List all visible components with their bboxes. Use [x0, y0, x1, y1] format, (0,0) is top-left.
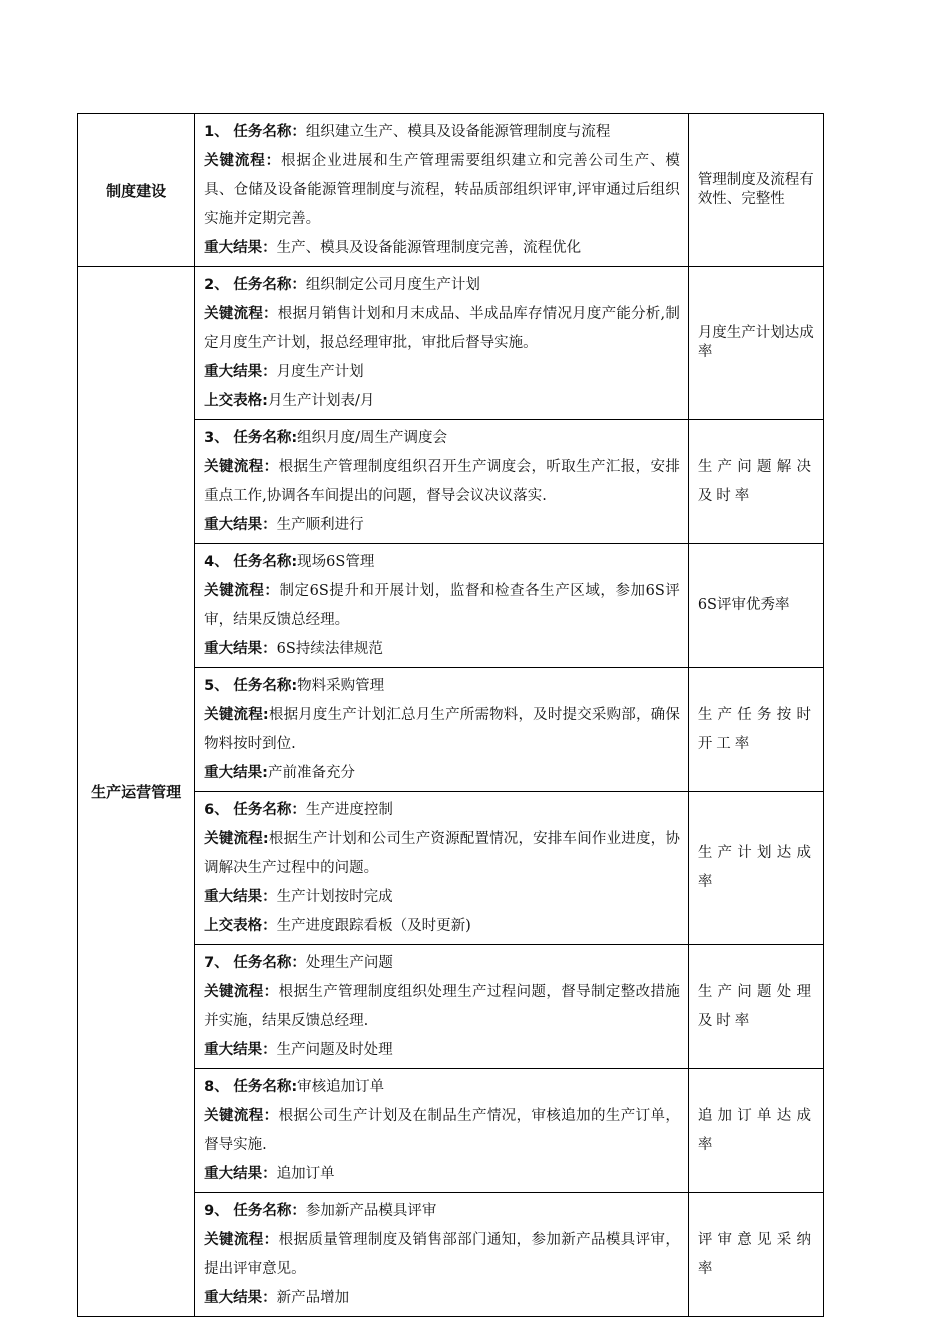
task-name: 组织建立生产、模具及设备能源管理制度与流程 [305, 124, 611, 140]
process-text: 根据月销售计划和月末成品、半成品库存情况月度产能分析,制定月度生产计划，报总经理审批，审批后督导实施。 [204, 306, 680, 351]
process-label: 关键流程 [204, 583, 265, 599]
result-label: 重大结果 [204, 1042, 263, 1058]
task-name-label: 任务名称 [233, 955, 292, 971]
kpi-cell: 管理制度及流程有效性、完整性 [688, 114, 823, 267]
result-text: 6S持续法律规范 [276, 641, 383, 657]
task-name: 参加新产品模具评审 [305, 1203, 437, 1219]
task-cell: 4、 任务名称:现场6S管理 关键流程：制定6S提升和开展计划，监督和检查各生产区域，参加6S评审，结果反馈总经理。 重大结果：6S持续法律规范 [195, 544, 689, 668]
result-label: 重大结果 [204, 240, 263, 256]
result-label: 重大结果 [204, 889, 263, 905]
task-name-label: 任务名称 [233, 1079, 292, 1095]
task-cell: 2、 任务名称：组织制定公司月度生产计划 关键流程：根据月销售计划和月末成品、半成品库存情况月度产能分析,制定月度生产计划，报总经理审批，审批后督导实施。 重大结果：月度生产计划 上交表格:月生产计划表/月 [195, 267, 689, 420]
result-label: 重大结果 [204, 765, 263, 781]
task-number: 3、 [204, 430, 229, 446]
table-row [78, 114, 824, 267]
form-label: 上交表格 [204, 918, 263, 934]
process-text: 根据质量管理制度及销售部部门通知，参加新产品模具评审，提出评审意见。 [204, 1232, 680, 1277]
task-cell: 1、 任务名称：组织建立生产、模具及设备能源管理制度与流程 关键流程：根据企业进展和生产管理需要组织建立和完善公司生产、模具、仓储及设备能源管理制度与流程，转品质部组织评审,评审通过后组织实施并定期完善。 重大结果：生产、模具及设备能源管理制度完善，流程优化 [195, 114, 689, 267]
task-number: 5、 [204, 678, 229, 694]
category-cell: 制度建设 [78, 114, 195, 267]
task-name-label: 任务名称 [233, 124, 292, 140]
responsibility-table [77, 113, 824, 1317]
task-name: 生产进度控制 [305, 802, 393, 818]
result-text: 生产问题及时处理 [276, 1042, 393, 1058]
table-row [78, 267, 824, 420]
result-label: 重大结果 [204, 641, 263, 657]
kpi-cell: 生产问题处理及时率 [688, 945, 823, 1069]
task-name-label: 任务名称 [233, 1203, 292, 1219]
result-text: 新产品增加 [276, 1290, 350, 1306]
task-cell: 9、 任务名称：参加新产品模具评审 关键流程：根据质量管理制度及销售部部门通知，参加新产品模具评审，提出评审意见。 重大结果：新产品增加 [195, 1193, 689, 1317]
process-text: 制定6S提升和开展计划，监督和检查各生产区域，参加6S评审，结果反馈总经理。 [204, 583, 680, 628]
task-cell: 8、 任务名称:审核追加订单 关键流程：根据公司生产计划及在制品生产情况，审核追加的生产订单，督导实施. 重大结果：追加订单 [195, 1069, 689, 1193]
process-label: 关键流程 [204, 153, 266, 169]
task-name: 处理生产问题 [305, 955, 393, 971]
result-label: 重大结果 [204, 1166, 263, 1182]
task-cell: 5、 任务名称:物料采购管理 关键流程:根据月度生产计划汇总月生产所需物料，及时提交采购部，确保物料按时到位. 重大结果:产前准备充分 [195, 668, 689, 792]
form-text: 月生产计划表/月 [267, 393, 375, 409]
task-cell: 3、 任务名称:组织月度/周生产调度会 关键流程：根据生产管理制度组织召开生产调度会，听取生产汇报，安排重点工作,协调各车间提出的问题，督导会议决议落实. 重大结果：生产顺利进行 [195, 420, 689, 544]
process-label: 关键流程 [204, 1108, 264, 1124]
kpi-cell: 生产计划达成率 [688, 792, 823, 945]
task-number: 4、 [204, 554, 229, 570]
task-name: 物料采购管理 [297, 678, 385, 694]
process-label: 关键流程 [204, 459, 264, 475]
process-text: 根据企业进展和生产管理需要组织建立和完善公司生产、模具、仓储及设备能源管理制度与流程，转品质部组织评审,评审通过后组织实施并定期完善。 [204, 153, 680, 227]
result-text: 生产、模具及设备能源管理制度完善，流程优化 [276, 240, 582, 256]
task-name-label: 任务名称 [233, 554, 292, 570]
result-label: 重大结果 [204, 517, 263, 533]
result-text: 月度生产计划 [276, 364, 364, 380]
task-number: 6、 [204, 802, 229, 818]
process-label: 关键流程 [204, 707, 263, 723]
kpi-cell: 月度生产计划达成率 [688, 267, 823, 420]
task-number: 9、 [204, 1203, 229, 1219]
result-text: 追加订单 [276, 1166, 335, 1182]
process-text: 根据生产管理制度组织处理生产过程问题，督导制定整改措施并实施，结果反馈总经理. [204, 984, 680, 1029]
task-name-label: 任务名称 [233, 277, 292, 293]
result-text: 生产顺利进行 [276, 517, 364, 533]
kpi-cell: 6S评审优秀率 [688, 544, 823, 668]
kpi-cell: 生产任务按时开工率 [688, 668, 823, 792]
kpi-cell: 生产问题解决及时率 [688, 420, 823, 544]
process-text: 根据月度生产计划汇总月生产所需物料，及时提交采购部，确保物料按时到位. [204, 707, 680, 752]
result-text: 产前准备充分 [267, 765, 355, 781]
task-number: 8、 [204, 1079, 229, 1095]
process-label: 关键流程 [204, 831, 263, 847]
task-number: 1、 [204, 124, 229, 140]
kpi-cell: 评审意见采纳率 [688, 1193, 823, 1317]
task-cell: 6、 任务名称：生产进度控制 关键流程:根据生产计划和公司生产资源配置情况，安排车间作业进度，协调解决生产过程中的问题。 重大结果：生产计划按时完成 上交表格：生产进度跟踪看板（及时更新) [195, 792, 689, 945]
task-cell: 7、 任务名称：处理生产问题 关键流程：根据生产管理制度组织处理生产过程问题，督导制定整改措施并实施，结果反馈总经理. 重大结果：生产问题及时处理 [195, 945, 689, 1069]
result-label: 重大结果 [204, 1290, 263, 1306]
task-number: 7、 [204, 955, 229, 971]
task-name-label: 任务名称 [233, 678, 292, 694]
task-name: 现场6S管理 [297, 554, 375, 570]
process-label: 关键流程 [204, 984, 264, 1000]
process-text: 根据公司生产计划及在制品生产情况，审核追加的生产订单，督导实施. [204, 1108, 680, 1153]
task-name: 审核追加订单 [297, 1079, 385, 1095]
category-cell: 生产运营管理 [78, 267, 195, 1317]
process-text: 根据生产计划和公司生产资源配置情况，安排车间作业进度，协调解决生产过程中的问题。 [204, 831, 680, 876]
form-text: 生产进度跟踪看板（及时更新) [276, 918, 471, 934]
task-name-label: 任务名称 [233, 430, 292, 446]
process-text: 根据生产管理制度组织召开生产调度会，听取生产汇报，安排重点工作,协调各车间提出的问题，督导会议决议落实. [204, 459, 680, 504]
process-label: 关键流程 [204, 1232, 264, 1248]
task-name-label: 任务名称 [233, 802, 292, 818]
kpi-cell: 追加订单达成率 [688, 1069, 823, 1193]
result-label: 重大结果 [204, 364, 263, 380]
task-number: 2、 [204, 277, 229, 293]
result-text: 生产计划按时完成 [276, 889, 393, 905]
form-label: 上交表格 [204, 393, 263, 409]
task-name: 组织月度/周生产调度会 [297, 430, 448, 446]
task-name: 组织制定公司月度生产计划 [305, 277, 480, 293]
process-label: 关键流程 [204, 306, 264, 322]
